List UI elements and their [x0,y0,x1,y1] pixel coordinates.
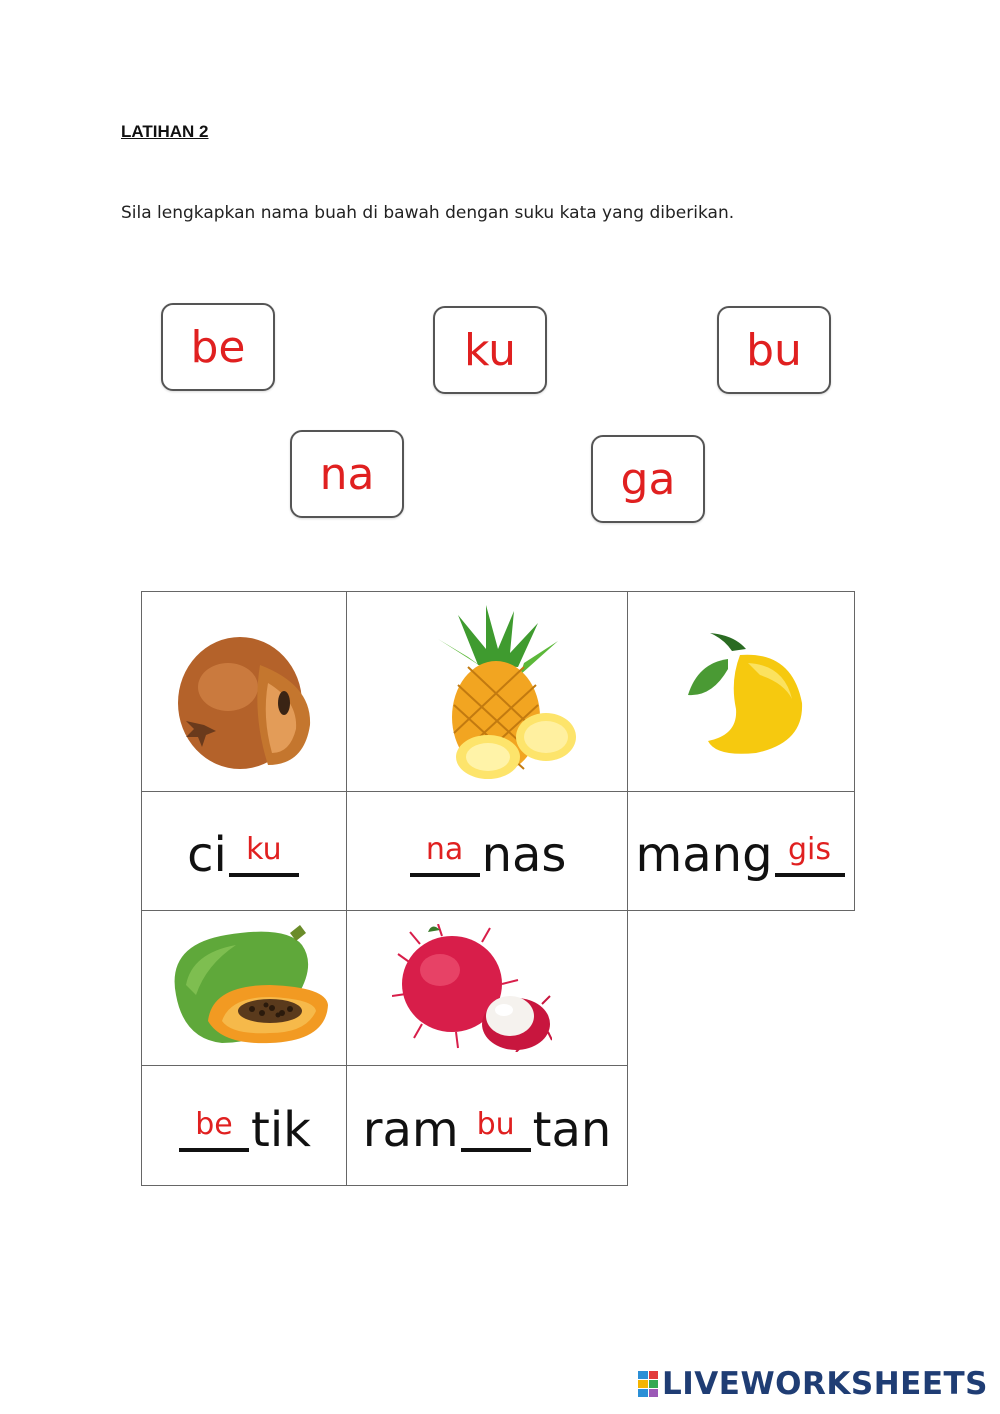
syllable-card-ku[interactable]: ku [433,306,547,394]
word-nanas [346,805,628,905]
answer-blank[interactable] [179,1108,249,1152]
answer-text: be [195,1107,233,1142]
answer-text: na [425,832,464,867]
page-title: LATIHAN 2 [121,122,209,141]
answer-text: ku [246,832,282,867]
word-betik [141,1080,347,1180]
liveworksheets-logo[interactable] [638,1366,988,1402]
mango-icon [688,633,808,757]
pineapple-icon [428,605,578,783]
answer-blank[interactable] [410,833,480,877]
answer-blank[interactable] [461,1108,531,1152]
syllable-card-na[interactable]: na [290,430,404,518]
word-suffix: tan [532,1102,612,1158]
word-prefix: ci [187,827,227,883]
answer-blank[interactable] [229,833,299,877]
rambutan-icon [392,924,552,1052]
instruction-text: Sila lengkapkan nama buah di bawah dengan suku kata yang diberikan. [121,203,735,223]
answer-text: gis [788,832,832,867]
word-prefix: mang [635,827,773,883]
word-prefix: ram [362,1102,459,1158]
syllable-card-ga[interactable]: ga [591,435,705,523]
answer-text: bu [476,1107,515,1142]
answer-blank[interactable] [775,833,845,877]
syllable-card-be[interactable]: be [161,303,275,391]
word-manggis [627,805,855,905]
papaya-icon [166,925,338,1053]
brand-text: LIVEWORKSHEETS [662,1366,988,1402]
word-ciku [141,805,347,905]
word-rambutan [346,1080,628,1180]
word-suffix: nas [481,827,567,883]
logo-icon [638,1371,658,1397]
syllable-card-bu[interactable]: bu [717,306,831,394]
word-suffix: tik [251,1102,311,1158]
sapodilla-icon [172,625,332,775]
